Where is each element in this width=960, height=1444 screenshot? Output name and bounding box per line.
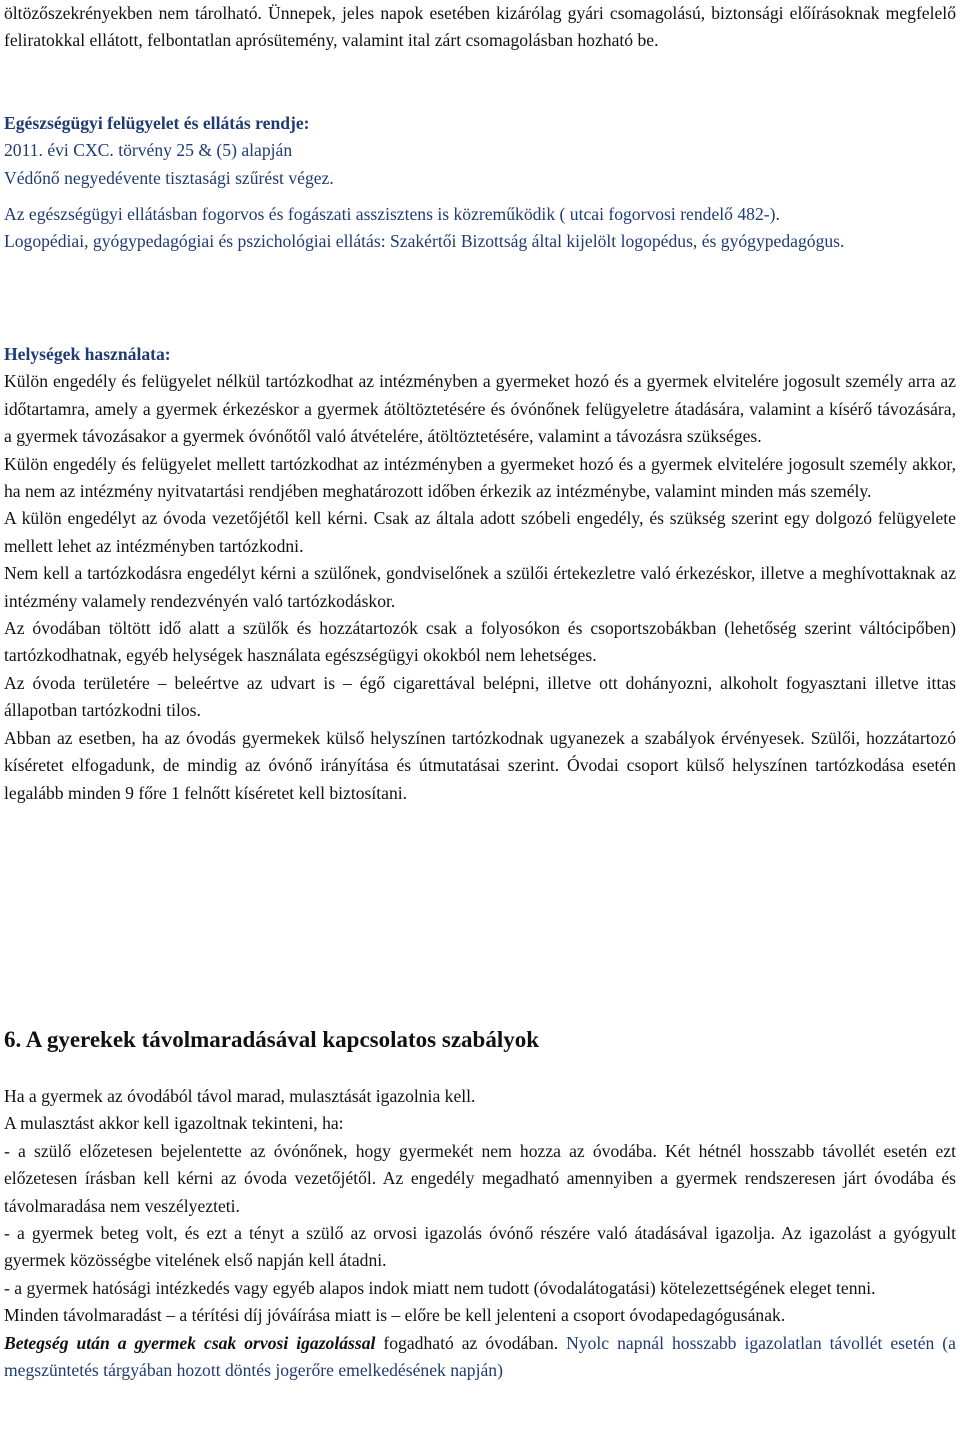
rooms-paragraph-2: Külön engedély és felügyelet mellett tartózkodhat az intézményben a gyermeket hozó és a gyermek elvitelére jogosult személy akkor, ha nem az intézmény nyitvatartási rendjében meghatározott időben érkezik az intézménybe, valamint minden más személy. <box>4 453 956 502</box>
rooms-paragraph-1: Külön engedély és felügyelet nélkül tartózkodhat az intézményben a gyermeket hozó és a gyermek elvitelére jogosult személy arra az időtartamra, amely a gyermek érkezéskor a gyermek átöltöztetésére és óvónőnek felügyeletre átadására, valamint a kísérő távozására, a gyermek távozásakor a gyermek óvónőtől való átvételére, átöltöztetésére, valamint a távozásra szükséges. <box>4 371 956 447</box>
dentist-paragraph: Az egészségügyi ellátásban fogorvos és fogászati asszisztens is közreműködik ( utcai fogorvosi rendelő 482-). <box>4 204 780 224</box>
absence-section <box>4 1025 956 1055</box>
rooms-paragraph-3: A külön engedélyt az óvoda vezetőjétől kell kérni. Csak az általa adott szóbeli engedély, és szükség szerint egy dolgozó felügyelete mellett lehet az intézményben tartózkodni. <box>4 508 956 556</box>
absence-bullet-3: - a gyermek hatósági intézkedés vagy egyéb alapos indok miatt nem tudott (óvodalátogatási) kötelezettségének eleget tenni. <box>4 1277 876 1298</box>
rooms-paragraph-5: Az óvodában töltött idő alatt a szülők és hozzátartozók csak a folyosókon és csoportszobákban (lehetőség szerint váltócipőben) tartózkodhatnak, egyéb helységek használata egészségügyi okokból nem lehetséges. <box>4 618 956 666</box>
absence-body <box>4 1083 956 1384</box>
illness-emphasis: Betegség után a gyermek csak orvosi igazolással <box>4 1332 376 1353</box>
rooms-section <box>4 341 956 807</box>
rooms-heading: Helységek használata: <box>4 344 171 364</box>
speech-therapy-paragraph: Logopédiai, gyógypedagógiai és pszichológiai ellátás: Szakértői Bizottság által kijelölt logopédus, és gyógypedagógus. <box>4 231 845 252</box>
health-section <box>4 110 956 192</box>
health-details <box>4 201 956 256</box>
absence-paragraph-4 <box>4 1330 956 1385</box>
nurse-screening-line: Védőnő negyedévente tisztasági szűrést végez. <box>4 167 334 188</box>
health-heading: Egészségügyi felügyelet és ellátás rendje: <box>4 113 310 133</box>
rooms-paragraph-7: Abban az esetben, ha az óvodás gyermekek külső helyszínen tartózkodnak ugyanezek a szabályok érvényesek. Szülői, hozzátartozó kíséretet elfogadunk, de mindig az óvónő irányítása és útmutatásai szerint. Óvodai csoport külső helyszínen tartózkodása esetén legalább minden 9 főre 1 felnőtt kíséretet kell biztosítani. <box>4 727 956 803</box>
unexcused-absence-text: Nyolc napnál hosszabb igazolatlan távollét esetén (a megszüntetés tárgyában hozott döntés jogerőre emelkedésének napján) <box>4 1332 956 1381</box>
law-reference-line: 2011. évi CXC. törvény 25 & (5) alapján <box>4 140 293 161</box>
absence-bullet-1: - a szülő előzetesen bejelentette az óvónőnek, hogy gyermekét nem hozza az óvodába. Két hétnél hosszabb távollét esetén ezt előzetesen írásban kell kérni az óvoda vezetőjétől. Az engedély megadható amennyiben a gyermek rendszeresen járt óvodába és távolmaradása nem veszélyezteti. <box>4 1140 956 1216</box>
absence-bullet-2: - a gyermek beteg volt, és ezt a tényt a szülő az orvosi igazolás óvónő részére való átadásával igazolja. Az igazolást a gyógyult gyermek közösségbe vitelének első napján kell átadni. <box>4 1223 956 1271</box>
rooms-paragraph-6: Az óvoda területére – beleértve az udvart is – égő cigarettával belépni, illetve ott dohányozni, alkoholt fogyasztani illetve ittas állapotban tartózkodni tilos. <box>4 672 956 721</box>
rooms-paragraph-4: Nem kell a tartózkodásra engedélyt kérni a szülőnek, gondviselőnek a szülői értekezletre való érkezéskor, illetve a meghívottaknak az intézmény valamely rendezvényén való tartózkodáskor. <box>4 563 956 611</box>
intro-paragraph: öltözőszekrényekben nem tárolható. Ünnepek, jeles napok esetében kizárólag gyári csomagolású, biztonsági előírásoknak megfelelő feliratokkal ellátott, felbontatlan aprósütemény, valamint ital zárt csomagolásban hozható be. <box>4 3 956 51</box>
illness-rest: fogadható az óvodában. <box>375 1332 559 1353</box>
intro-paragraph-block <box>4 0 956 55</box>
absence-paragraph-1: Ha a gyermek az óvodából távol marad, mulasztását igazolnia kell. <box>4 1086 476 1106</box>
absence-heading: 6. A gyerekek távolmaradásával kapcsolatos szabályok <box>4 1027 539 1052</box>
absence-paragraph-3: Minden távolmaradást – a térítési díj jóváírása miatt is – előre be kell jelenteni a csoport óvodapedagógusának. <box>4 1305 786 1326</box>
absence-paragraph-2: A mulasztást akkor kell igazoltnak tekinteni, ha: <box>4 1113 344 1134</box>
